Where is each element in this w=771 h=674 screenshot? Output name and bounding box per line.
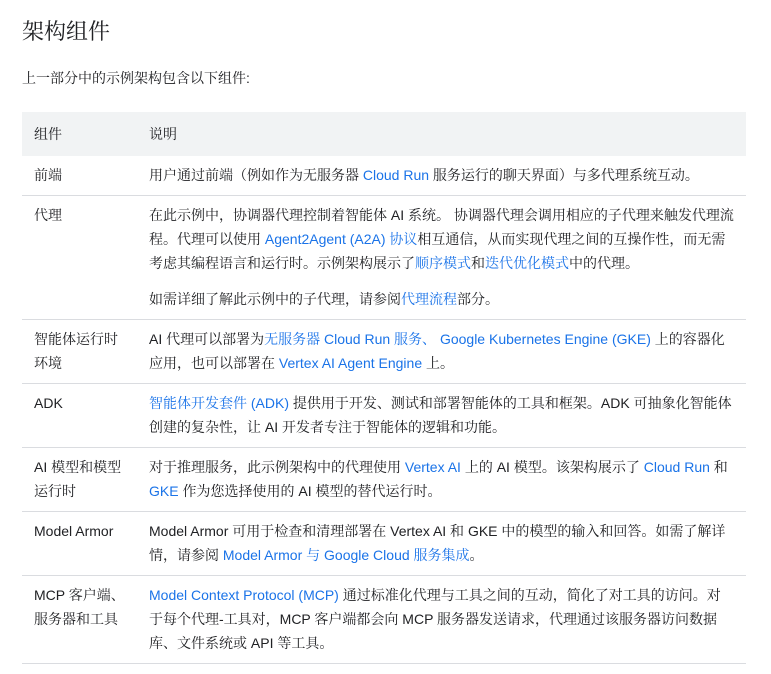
- description-text: 用户通过前端（例如作为无服务器: [149, 166, 363, 183]
- description-text: 提供用于开发、测试和部署智能体的工具和框架。ADK 可抽象化智能体创建的复杂性，让 AI 开发者专注于智能体的逻辑和功能。: [149, 394, 732, 435]
- doc-link[interactable]: GKE: [149, 482, 179, 499]
- table-row: [22, 156, 746, 196]
- description-text: 服务运行的聊天界面）与多代理系统互动。: [429, 166, 699, 183]
- component-cell: 前端: [22, 156, 137, 196]
- component-cell: AI 模型和模型运行时: [22, 447, 137, 511]
- table-row: [22, 383, 746, 447]
- intro-text: 上一部分中的示例架构包含以下组件:: [22, 69, 250, 86]
- description-text: 上的容器化应用，也可以部署在: [149, 330, 725, 371]
- table-row: [22, 447, 746, 511]
- doc-link[interactable]: Cloud Run: [643, 458, 710, 475]
- description-paragraph: [149, 455, 734, 503]
- description-cell: [137, 156, 746, 196]
- description-text: 和: [709, 458, 728, 475]
- description-text: AI 代理可以部署为: [149, 330, 265, 347]
- doc-link[interactable]: 智能体开发套件 (ADK): [149, 394, 289, 411]
- doc-link[interactable]: 代理流程: [401, 290, 457, 307]
- table-header-row: [22, 112, 746, 156]
- description-text: 。: [469, 546, 484, 563]
- doc-link[interactable]: 顺序模式: [415, 254, 471, 271]
- description-text: 相互通信，从而实现代理之间的互操作性，而无需考虑其编程语言和运行时。示例架构展示了: [149, 230, 726, 271]
- description-cell: [137, 319, 746, 383]
- description-text: 上。: [422, 354, 455, 371]
- description-text: 上的 AI 模型。该架构展示了: [460, 458, 644, 475]
- page-title: 架构组件: [22, 19, 111, 44]
- description-text: 和: [471, 254, 485, 271]
- doc-link[interactable]: 无服务器 Cloud Run 服务、: [264, 330, 437, 347]
- doc-link[interactable]: Cloud Run: [362, 166, 430, 183]
- doc-link[interactable]: Google Kubernetes Engine (GKE): [439, 330, 651, 347]
- table-row: [22, 195, 746, 319]
- description-text: 部分。: [457, 290, 499, 307]
- description-paragraph: [149, 519, 734, 567]
- description-cell: [137, 575, 746, 663]
- component-cell: Model Armor: [22, 511, 137, 575]
- table-header: [22, 112, 746, 156]
- table-row: [22, 319, 746, 383]
- table-row: [22, 575, 746, 663]
- description-paragraph: [149, 203, 734, 275]
- description-paragraph: [149, 583, 734, 655]
- doc-link[interactable]: Agent2Agent (A2A) 协议: [264, 230, 418, 247]
- column-header-component: 组件: [22, 112, 137, 156]
- table-body: [22, 156, 746, 664]
- description-cell: [137, 383, 746, 447]
- doc-link[interactable]: Vertex AI Agent Engine: [278, 354, 423, 371]
- component-cell: 代理: [22, 195, 137, 319]
- doc-link[interactable]: 迭代优化模式: [485, 254, 569, 271]
- description-cell: [137, 447, 746, 511]
- description-text: 通过标准化代理与工具之间的互动，简化了对工具的访问。对于每个代理-工具对，MCP 客户端都会向 MCP 服务器发送请求，代理通过该服务器访问数据库、文件系统或 API 等工具。: [149, 586, 721, 651]
- description-text: 对于推理服务，此示例架构中的代理使用: [149, 458, 405, 475]
- component-cell: ADK: [22, 383, 137, 447]
- description-text: 在此示例中，协调器代理控制着智能体 AI 系统。 协调器代理会调用相应的子代理来触发代理流程。代理可以使用: [149, 206, 734, 247]
- description-paragraph: [149, 287, 734, 311]
- components-table: [22, 112, 746, 664]
- description-paragraph: [149, 327, 734, 375]
- description-cell: [137, 511, 746, 575]
- column-header-description: 说明: [137, 112, 746, 156]
- component-cell: 智能体运行时环境: [22, 319, 137, 383]
- description-text: 作为您选择使用的 AI 模型的替代运行时。: [178, 482, 442, 499]
- component-cell: MCP 客户端、服务器和工具: [22, 575, 137, 663]
- description-paragraph: [149, 391, 734, 439]
- doc-link[interactable]: Model Context Protocol (MCP): [149, 586, 339, 603]
- description-text: 中的代理。: [569, 254, 639, 271]
- doc-link[interactable]: Model Armor 与 Google Cloud 服务集成: [222, 546, 470, 563]
- description-cell: [137, 195, 746, 319]
- description-paragraph: [149, 163, 734, 187]
- description-text: 如需详细了解此示例中的子代理，请参阅: [149, 290, 401, 307]
- table-row: [22, 511, 746, 575]
- description-text: Model Armor 可用于检查和清理部署在 Vertex AI 和 GKE 中的模型的输入和回答。如需了解详情，请参阅: [149, 522, 726, 563]
- doc-link[interactable]: Vertex AI: [404, 458, 461, 475]
